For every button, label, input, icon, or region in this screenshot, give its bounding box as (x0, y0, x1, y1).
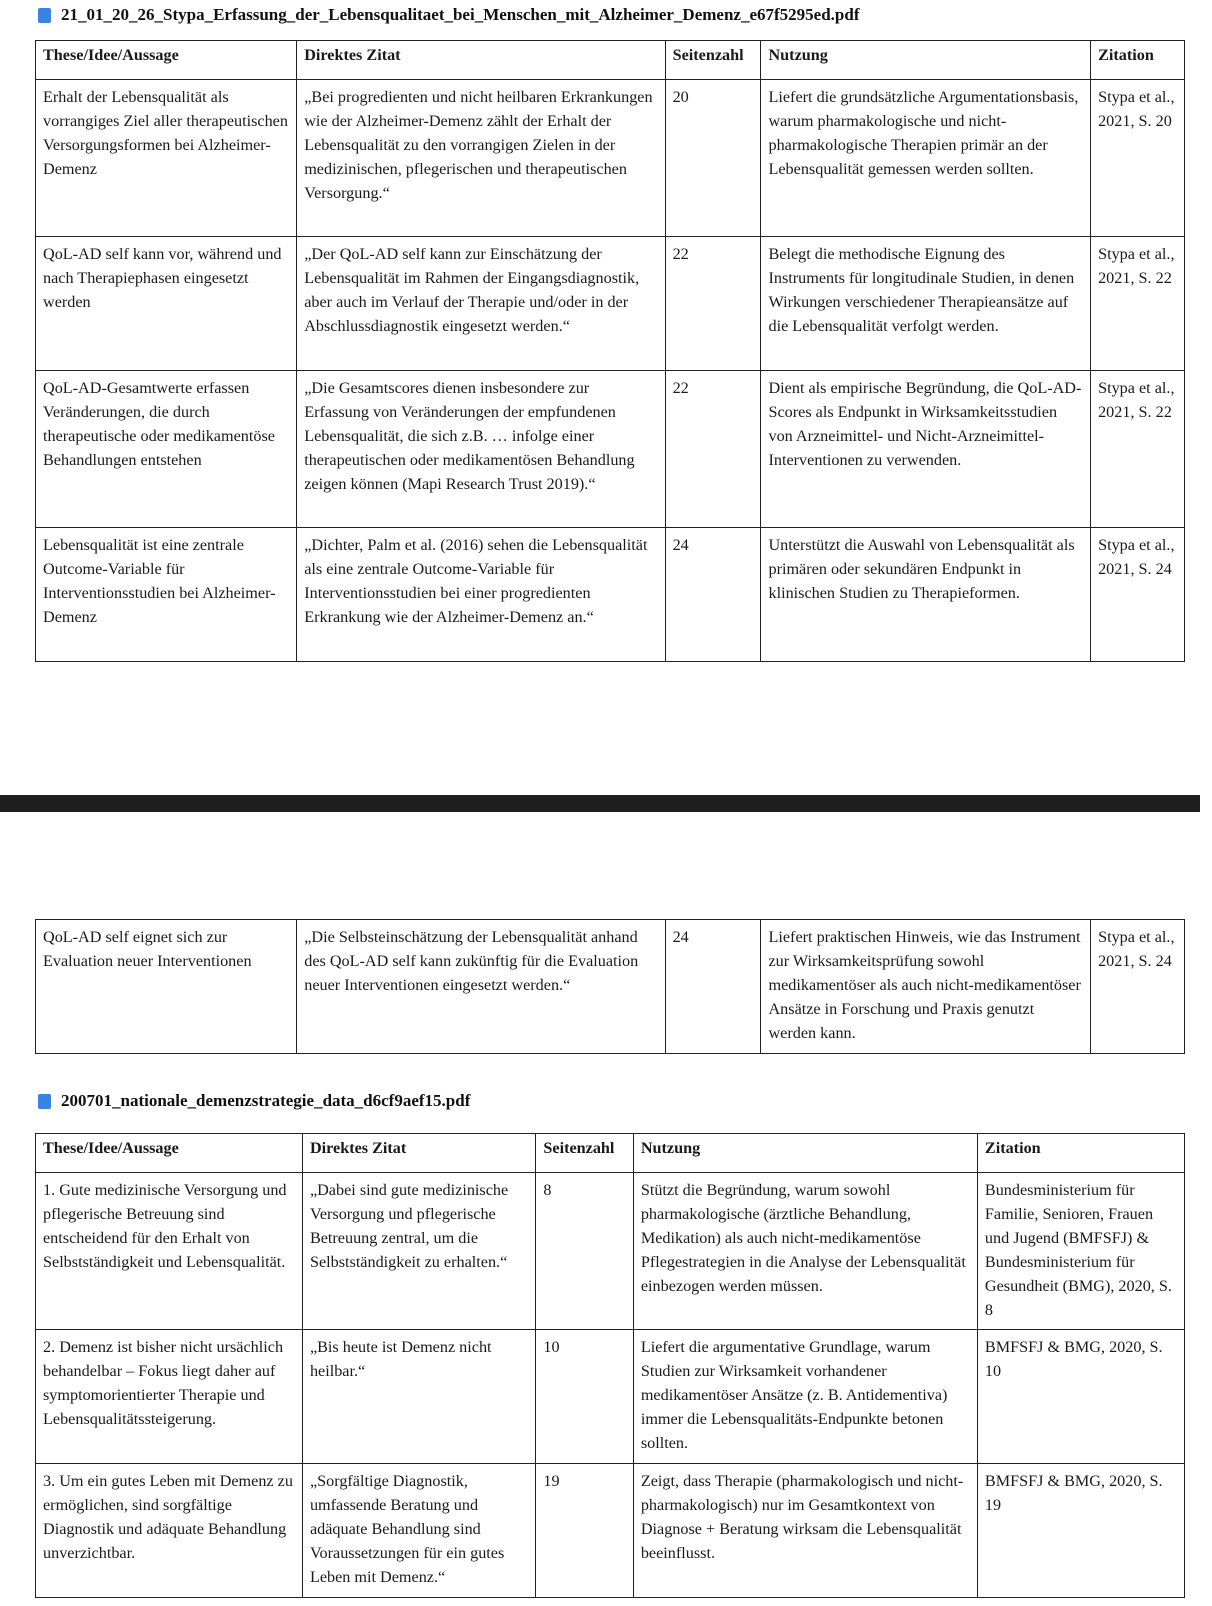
header-zitat: Direktes Zitat (297, 41, 665, 80)
quote-table-stypa (35, 40, 1185, 662)
table-row (36, 237, 1185, 371)
cell-nutzung: Stützt die Begründung, warum sowohl pharmakologische (ärztliche Behandlung, Medikation) als auch nicht-medikamentöse Pflegestrategien in die Analyse der Lebensqualität einbezogen werden müssen. (633, 1173, 977, 1330)
cell-these: Erhalt der Lebensqualität als vorrangiges Ziel aller therapeutischen Versorgungsformen bei Alzheimer-Demenz (36, 80, 297, 237)
cell-seite: 24 (665, 920, 761, 1054)
table-row (36, 1173, 1185, 1330)
cell-seite: 8 (536, 1173, 633, 1330)
quote-table-stypa-continued (35, 919, 1185, 1054)
header-zitat: Direktes Zitat (302, 1134, 535, 1173)
document-icon (38, 8, 51, 23)
cell-zitat: „Bei progredienten und nicht heilbaren Erkrankungen wie der Alzheimer-Demenz zählt der Erhalt der Lebensqualität zu den vorrangigen Zielen in der medizinischen, pflegerischen und therapeutischen Versorgung.“ (297, 80, 665, 237)
file-title: 200701_nationale_demenzstrategie_data_d6cf9aef15.pdf (61, 1091, 471, 1110)
cell-seite: 22 (665, 371, 761, 528)
header-nutzung: Nutzung (633, 1134, 977, 1173)
cell-zitation: Stypa et al., 2021, S. 24 (1091, 920, 1185, 1054)
cell-zitat: „Sorgfältige Diagnostik, umfassende Beratung und adäquate Behandlung sind Voraussetzungen für ein gutes Leben mit Demenz.“ (302, 1464, 535, 1598)
table-row (36, 920, 1185, 1054)
header-these: These/Idee/Aussage (36, 41, 297, 80)
cell-seite: 19 (536, 1464, 633, 1598)
cell-these: Lebensqualität ist eine zentrale Outcome-Variable für Interventionsstudien bei Alzheimer-Demenz (36, 528, 297, 662)
file-heading-demenzstrategie (38, 1090, 470, 1112)
table-header-row (36, 41, 1185, 80)
table-row (36, 371, 1185, 528)
cell-zitat: „Die Gesamtscores dienen insbesondere zur Erfassung von Veränderungen der empfundenen Lebensqualität, die sich z.B. … infolge einer therapeutischen oder medikamentösen Behandlung zeigen können (Mapi Research Trust 2019).“ (297, 371, 665, 528)
header-zitation: Zitation (1091, 41, 1185, 80)
cell-nutzung: Belegt die methodische Eignung des Instruments für longitudinale Studien, in denen Wirkungen verschiedener Therapieansätze auf die Lebensqualität verfolgt werden. (761, 237, 1091, 371)
header-seitenzahl: Seitenzahl (665, 41, 761, 80)
quote-table-demenzstrategie (35, 1133, 1185, 1598)
cell-these: QoL-AD self eignet sich zur Evaluation neuer Interventionen (36, 920, 297, 1054)
cell-seite: 24 (665, 528, 761, 662)
cell-zitat: „Der QoL-AD self kann zur Einschätzung der Lebensqualität im Rahmen der Eingangsdiagnostik, aber auch im Verlauf der Therapie und/oder in der Abschlussdiagnostik eingesetzt werden.“ (297, 237, 665, 371)
cell-zitation: Stypa et al., 2021, S. 22 (1091, 371, 1185, 528)
cell-seite: 20 (665, 80, 761, 237)
cell-zitation: Stypa et al., 2021, S. 22 (1091, 237, 1185, 371)
cell-nutzung: Dient als empirische Begründung, die QoL-AD-Scores als Endpunkt in Wirksamkeitsstudien von Arzneimittel- und Nicht-Arzneimittel-Interventionen zu verwenden. (761, 371, 1091, 528)
table-row (36, 528, 1185, 662)
header-these: These/Idee/Aussage (36, 1134, 303, 1173)
cell-nutzung: Zeigt, dass Therapie (pharmakologisch und nicht-pharmakologisch) nur im Gesamtkontext von Diagnose + Beratung wirksam die Lebensqualität beeinflusst. (633, 1464, 977, 1598)
cell-zitation: Stypa et al., 2021, S. 24 (1091, 528, 1185, 662)
cell-seite: 22 (665, 237, 761, 371)
page-break-divider (0, 795, 1200, 812)
cell-zitat: „Die Selbsteinschätzung der Lebensqualität anhand des QoL-AD self kann zukünftig für die Evaluation neuer Interventionen eingesetzt werden.“ (297, 920, 665, 1054)
cell-nutzung: Liefert die grundsätzliche Argumentationsbasis, warum pharmakologische und nicht-pharmakologische Therapien primär an der Lebensqualität gemessen werden sollten. (761, 80, 1091, 237)
table-row (36, 1464, 1185, 1598)
cell-zitation: BMFSFJ & BMG, 2020, S. 19 (977, 1464, 1184, 1598)
cell-zitation: Stypa et al., 2021, S. 20 (1091, 80, 1185, 237)
file-heading-stypa (38, 4, 860, 26)
cell-zitat: „Dichter, Palm et al. (2016) sehen die Lebensqualität als eine zentrale Outcome-Variable für Interventionsstudien bei einer progredienten Erkrankung wie der Alzheimer-Demenz an.“ (297, 528, 665, 662)
cell-these: 3. Um ein gutes Leben mit Demenz zu ermöglichen, sind sorgfältige Diagnostik und adäquate Behandlung unverzichtbar. (36, 1464, 303, 1598)
document-icon (38, 1094, 51, 1109)
header-zitation: Zitation (977, 1134, 1184, 1173)
cell-zitat: „Dabei sind gute medizinische Versorgung und pflegerische Betreuung zentral, um die Selbstständigkeit zu erhalten.“ (302, 1173, 535, 1330)
cell-zitation: Bundesministerium für Familie, Senioren, Frauen und Jugend (BMFSFJ) & Bundesministerium für Gesundheit (BMG), 2020, S. 8 (977, 1173, 1184, 1330)
cell-these: 2. Demenz ist bisher nicht ursächlich behandelbar – Fokus liegt daher auf symptomorientierter Therapie und Lebensqualitätssteigerung. (36, 1330, 303, 1464)
table-row (36, 1330, 1185, 1464)
cell-nutzung: Unterstützt die Auswahl von Lebensqualität als primären oder sekundären Endpunkt in klinischen Studien zu Therapieformen. (761, 528, 1091, 662)
cell-seite: 10 (536, 1330, 633, 1464)
file-title: 21_01_20_26_Stypa_Erfassung_der_Lebensqualitaet_bei_Menschen_mit_Alzheimer_Demenz_e67f5295ed.pdf (61, 5, 860, 24)
header-seitenzahl: Seitenzahl (536, 1134, 633, 1173)
cell-these: QoL-AD-Gesamtwerte erfassen Veränderungen, die durch therapeutische oder medikamentöse Behandlungen entstehen (36, 371, 297, 528)
header-nutzung: Nutzung (761, 41, 1091, 80)
cell-zitation: BMFSFJ & BMG, 2020, S. 10 (977, 1330, 1184, 1464)
cell-these: 1. Gute medizinische Versorgung und pflegerische Betreuung sind entscheidend für den Erhalt von Selbstständigkeit und Lebensqualität. (36, 1173, 303, 1330)
table-row (36, 80, 1185, 237)
cell-zitat: „Bis heute ist Demenz nicht heilbar.“ (302, 1330, 535, 1464)
cell-nutzung: Liefert praktischen Hinweis, wie das Instrument zur Wirksamkeitsprüfung sowohl medikamentöser als auch nicht-medikamentöser Ansätze in Forschung und Praxis genutzt werden kann. (761, 920, 1091, 1054)
cell-nutzung: Liefert die argumentative Grundlage, warum Studien zur Wirksamkeit vorhandener medikamentöser Ansätze (z. B. Antidementiva) immer die Lebensqualitäts-Endpunkte betonen sollten. (633, 1330, 977, 1464)
cell-these: QoL-AD self kann vor, während und nach Therapiephasen eingesetzt werden (36, 237, 297, 371)
table-header-row (36, 1134, 1185, 1173)
